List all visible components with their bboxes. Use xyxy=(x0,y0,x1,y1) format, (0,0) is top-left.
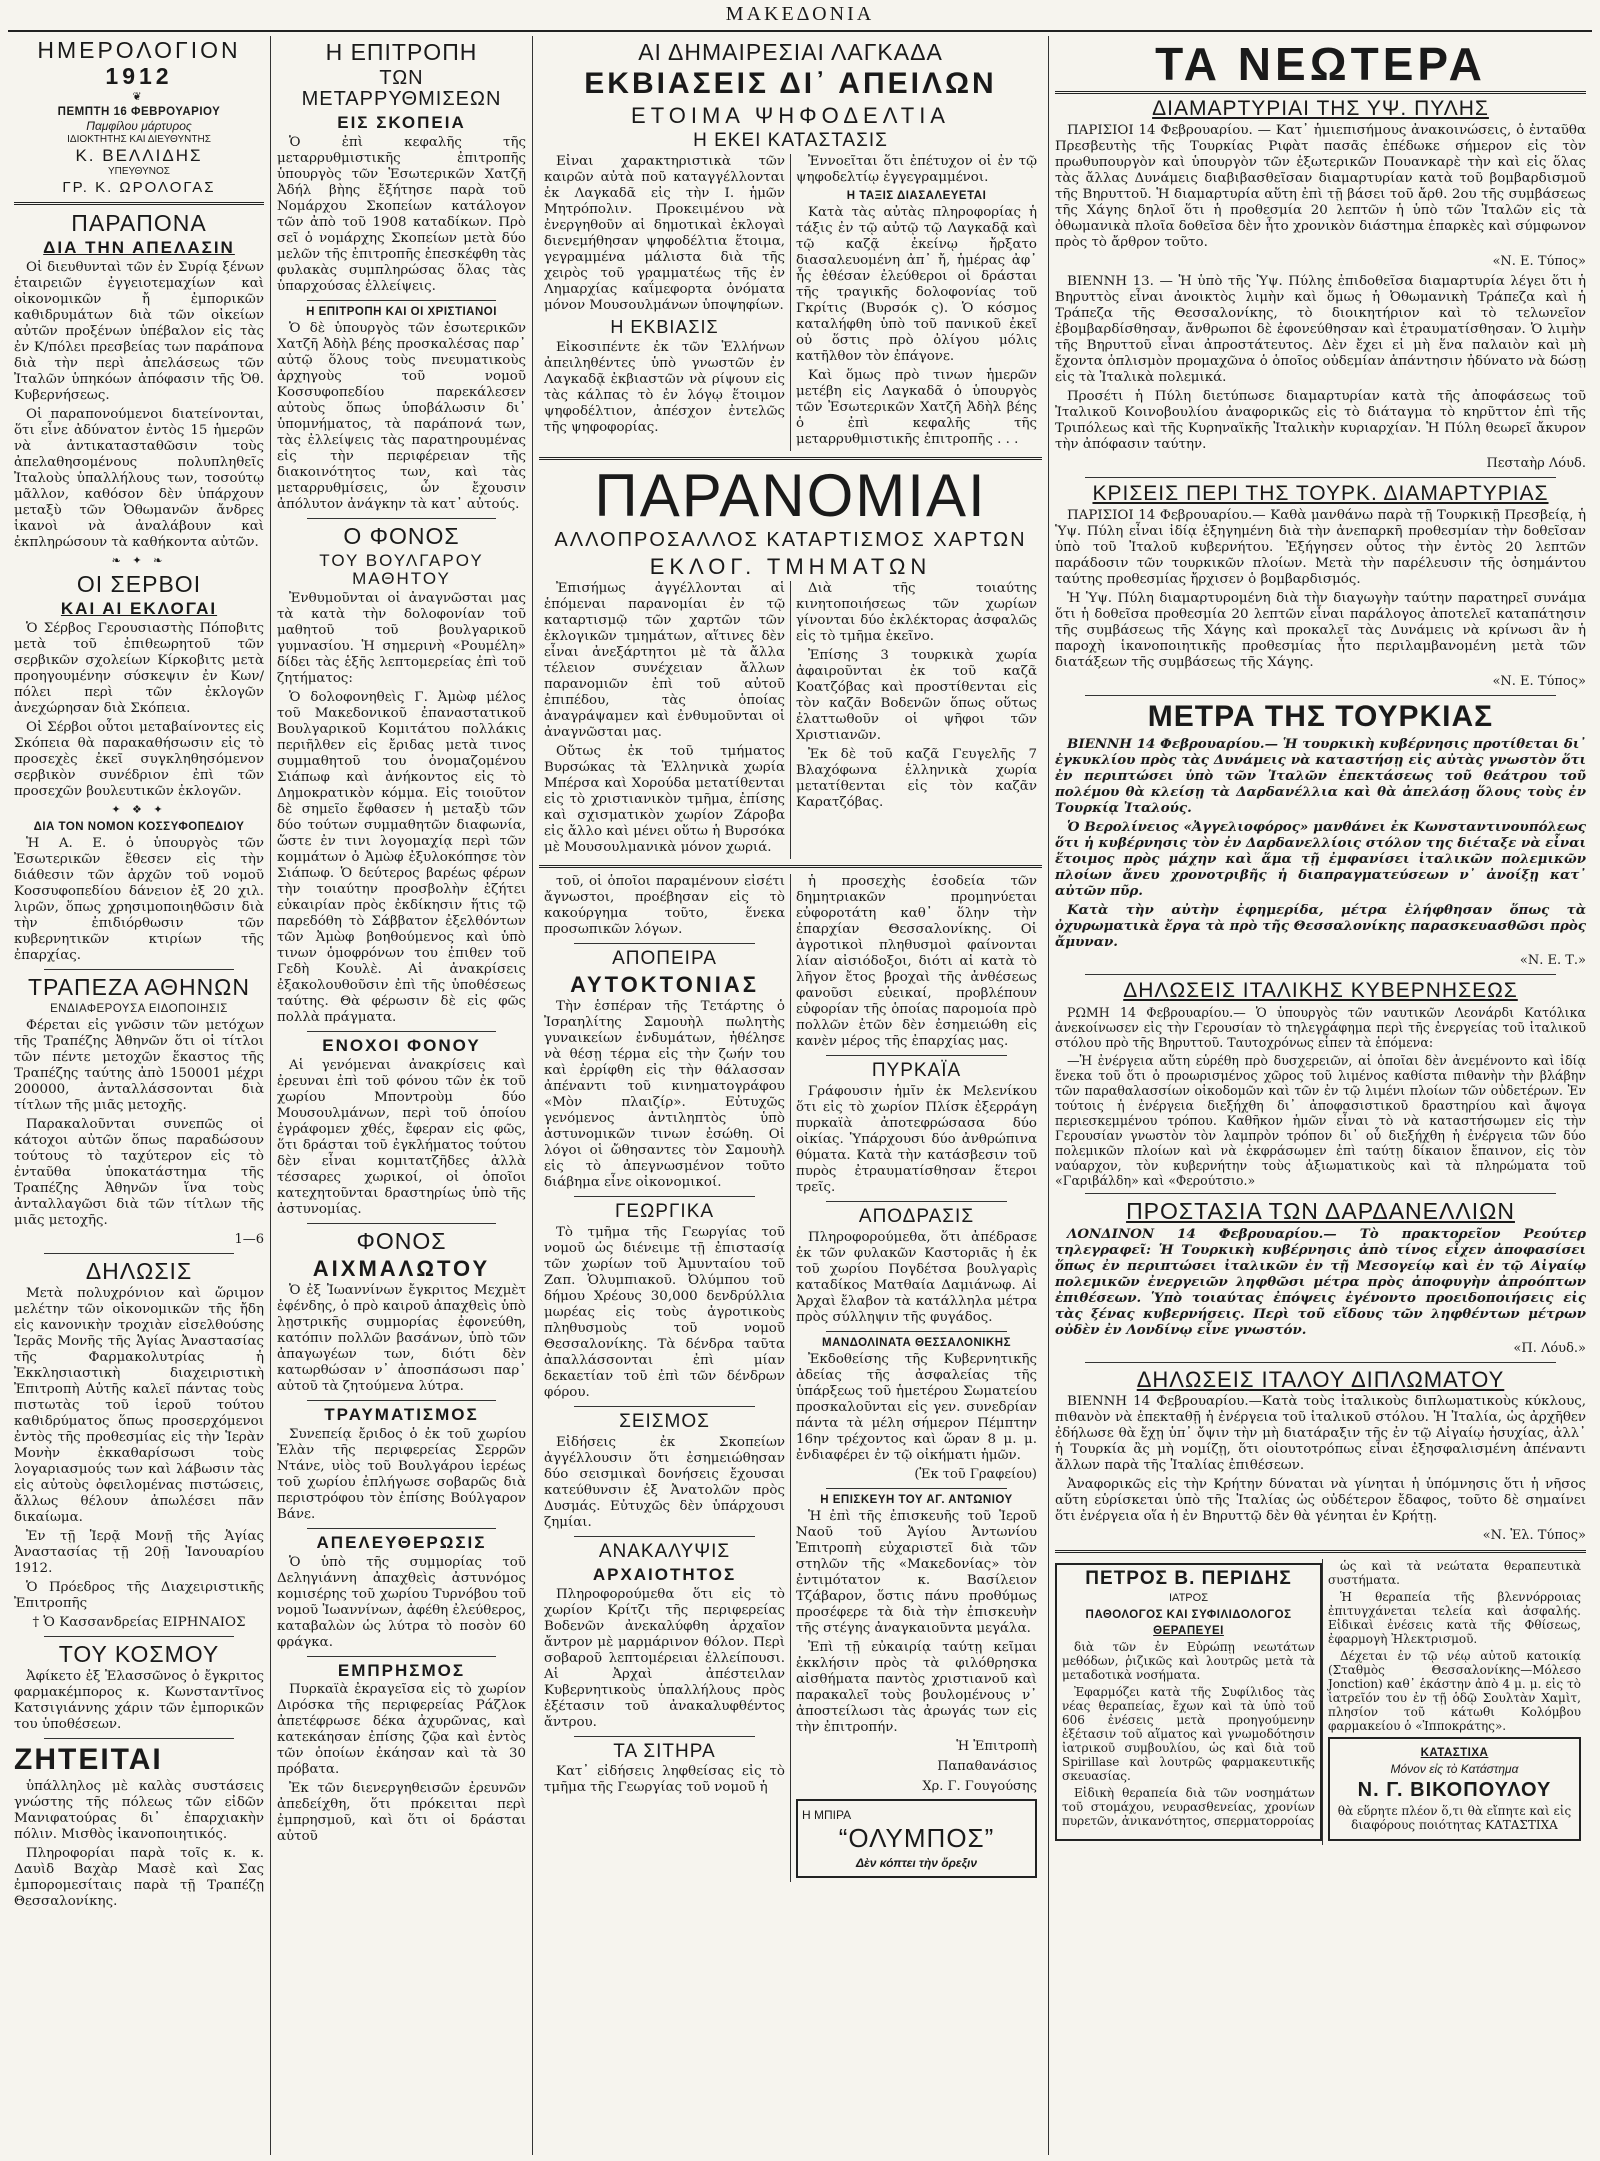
subheadline: ΤΟΥ ΒΟΥΛΓΑΡΟΥ ΜΑΘΗΤΟΥ xyxy=(319,551,484,589)
article-bank-athens xyxy=(14,975,264,1248)
signature: (Ἐκ τοῦ Γραφείου) xyxy=(914,1466,1037,1482)
headline: ΦΟΝΟΣ xyxy=(356,1227,447,1254)
divider xyxy=(307,1223,496,1224)
article-italian-diplomat xyxy=(1055,1368,1586,1544)
paragraph: Πυρκαϊὰ ἐκραγεῖσα εἰς τὸ χωρίον Διρόσκα τῆς περιφερείας Ράζλοκ ἀπετέφρωσε δέκα ἀχυρῶνας, καὶ κατεκάησαν ἐπίσης ζῷα καὶ ἐντὸς τῶν ὁποίων ἐκάησαν καὶ τὰ 30 πρόβατα. xyxy=(277,1682,526,1778)
subheadline: ΕΙΣ ΣΚΟΠΕΙΑ xyxy=(337,113,466,133)
section-heading: Η ΤΑΞΙΣ ΔΙΑΣΑΛΕΥΕΤΑΙ xyxy=(846,189,987,202)
divider xyxy=(307,300,496,301)
owner-name: Κ. ΒΕΛΛΙΔΗΣ xyxy=(75,146,203,166)
source: «Ν. Ἐλ. Τύπος» xyxy=(1482,1528,1586,1544)
divider xyxy=(574,1196,755,1197)
paragraph: Ἐπὶ τῇ εὐκαιρίᾳ ταύτῃ κεῖμαι ἐκκλήσιν πρὸς τὰ φιλόθρησκα αἰσθήματα παντὸς χριστιανοῦ καὶ παρακαλεῖ τοὺς βουλομένους ν᾽ ἀποστείλωσι τὰς ἀρωγάς των εἰς τὴν ἐπιτροπήν. xyxy=(796,1639,1037,1735)
headline: ΓΕΩΡΓΙΚΑ xyxy=(614,1200,715,1222)
paragraph: Ἐν τῇ Ἱερᾷ Μονῇ τῆς Ἁγίας Ἀναστασίας τῇ 20ῇ Ἰανουαρίου 1912. xyxy=(14,1528,264,1576)
paragraph: Κατ᾽ εἰδήσεις ληφθείσας εἰς τὸ τμῆμα τῆς Γεωργίας τοῦ νομοῦ ἡ xyxy=(544,1764,785,1796)
paragraph: Ὁ ὑπὸ τῆς συμμορίας τοῦ Δεληγιάννη ἀπαχθεὶς ἀστυνόμος κομισέρης τοῦ χωρίου Τυρνόβου τοῦ νομοῦ Ἰωαννίνων, ἀφέθη ἐλεύθερος, καταβαλὼν ὡς λύτρα τὸ ποσὸν 60 φράγκα. xyxy=(277,1554,526,1650)
notice-number: 1—6 xyxy=(234,1231,264,1247)
ornament-icon: ✦ ❖ ✦ xyxy=(111,802,167,816)
headline: ΚΡΙΣΕΙΣ ΠΕΡΙ ΤΗΣ ΤΟΥΡΚ. ΔΙΑΜΑΡΤΥΡΙΑΣ xyxy=(1092,482,1549,506)
paragraph: Εἰδικὴ θεραπεία διὰ τῶν νοσημάτων τοῦ στομάχου, νευρασθενείας, χρονίων πυρετῶν, ἀνικανότητος, σπερματορροίας xyxy=(1062,1785,1315,1828)
paragraph: Εἰδήσεις ἐκ Σκοπείων ἀγγέλλουσιν ὅτι ἐσημειώθησαν δύο σεισμικαὶ δονήσεις ἔχουσαι κατεύθυνσιν ἐξ Ἀνατολῶν πρὸς Δυσμάς. Εὐτυχῶς δὲν ὑπάρχουσι ζημίαι. xyxy=(544,1434,785,1530)
signature: Χρ. Γ. Γουγούσης xyxy=(922,1778,1037,1794)
article-arson xyxy=(277,1662,526,1846)
paragraph: Εἶναι χαρακτηριστικὰ τῶν καιρῶν αὐτὰ ποῦ καταγγέλλονται ἐκ Λαγκαδᾶ εἰς τὴν Ι. ἡμῶν Μητρόπολιν. Προκειμένου νὰ ἐνεργηθοῦν αἱ δημοτικαὶ ἐκλογαὶ διενεμήθησαν ψηφοδέλτια ἕτοιμα, γεγραμμένα μάλιστα διὰ τῆς χειρὸς τοῦ γραμματέως τῆς ἐν Λημαρχίας καΐμεφορτα ὀνόματα μόνον Μουσουλμάνων ὑποψηφίων. xyxy=(544,153,785,313)
source: «Ν. Ε. Τ.» xyxy=(1519,952,1586,968)
paragraph: Συνεπείᾳ ἔριδος ὁ ἐκ τοῦ χωρίου Ἐλὰν τῆς περιφερείας Σερρῶν Ντάνε, υἱὸς τοῦ Βουλγάρου ἱερέως τοῦ χωρίου ἐπλήγωσε σοβαρῶς διὰ περιστρόφου τὸν ἐπίσης Βούλγαρον Βάνε. xyxy=(277,1426,526,1522)
headline-line-2: ΑΥΤΟΚΤΟΝΙΑΣ xyxy=(570,971,759,997)
advertisements xyxy=(1055,1559,1586,1845)
headline: Η ΕΠΙΤΡΟΠΗ ΚΑΙ ΟΙ ΧΡΙΣΤΙΑΝΟΙ xyxy=(306,305,497,318)
divider xyxy=(307,1528,496,1529)
doctor-advertisement xyxy=(1055,1563,1322,1841)
divider xyxy=(307,1031,496,1032)
paragraph: Τὴν ἑσπέραν τῆς Τετάρτης ὁ Ἰσραηλίτης Σαμουὴλ πωλητὴς γυναικείων ἐνδυμάτων, ἠθέλησε νὰ θέσῃ τέρμα εἰς τὴν ζωήν του καὶ ἐρρίφθη εἰς τὴν θάλασσαν ἀπέναντι τοῦ κινηματογράφου «Μὸν πλαιζίρ». Εὐτυχῶς γενόμενος ἀντιληπτὸς ὑπὸ ἀστυνομικῶν τινων ἐσώθη. Οἱ λόγοι οἱ ὤθησαντες τὸν Σαμουὴλ εἰς τὸ ἀπεγνωσμένον τοῦτο διάβημα εἶνε οἰκονομικοί. xyxy=(544,998,785,1190)
owner-label: ΙΔΙΟΚΤΗΤΗΣ ΚΑΙ ΔΙΕΥΘΥΝΤΗΣ xyxy=(67,133,211,145)
divider xyxy=(307,518,496,519)
article-illegalities xyxy=(539,461,1042,859)
divider xyxy=(44,1738,234,1739)
paragraph: Ἐπισήμως ἀγγέλλονται αἱ ἑπόμεναι παρανομίαι ἐν τῷ καταρτισμῷ τῶν χαρτῶν τῶν ἐκλογικῶν τμημάτων, αἵτινες δὲν εἶναι ἀνεξάρτητοι μὲ τὰ ἄλλα τέλειον συνέχειαν ἄλλων παρανομιῶν ἐπὶ τοῦ αὐτοῦ ἐπιπέδου, τὰς ὁποίας ἀναγράψαμεν καὶ ἐνθυμοῦνται οἱ ἀναγνῶσται μας. xyxy=(544,580,785,740)
signature: † Ὁ Κασσανδρείας ΕΙΡΗΝΑΙΟΣ xyxy=(32,1614,246,1630)
divider xyxy=(1085,1362,1556,1363)
headline: ΔΗΛΩΣΕΙΣ ΙΤΑΛΟΥ ΔΙΠΛΩΜΑΤΟΥ xyxy=(1136,1367,1505,1393)
headline: ΣΕΙΣΜΟΣ xyxy=(619,1410,710,1432)
paragraph: Προσέτι ἡ Πύλη διετύπωσε διαμαρτυρίαν κατὰ τῆς ἀποφάσεως τοῦ Ἰταλικοῦ Κοινοβουλίου ἀναφορικῶς εἰς τὸ διάταγμα τὸ κηρῦττον ἐπὶ τῆς Τριπόλεως καὶ τῆς Κυρηναϊκῆς Ἰταλικὴν κυριαρχίαν. Ἡ Πύλη θεωρεῖ ἄκυρον τὴν ἀπόφασιν ταύτην. xyxy=(1055,389,1586,453)
subheadline: ΕΤΟΙΜΑ ΨΗΦΟΔΕΛΤΙΑ xyxy=(631,102,950,128)
ad-line: Μόνον εἰς τὸ Κατάστημα xyxy=(1390,1762,1519,1777)
lower-news-columns xyxy=(539,874,1042,1882)
responsible-label: ΥΠΕΥΘΥΝΟΣ xyxy=(108,166,170,178)
divider xyxy=(826,1331,1007,1332)
headline: ΜΑΝΔΟΛΙΝΑΤΑ ΘΕΣΣΑΛΟΝΙΚΗΣ xyxy=(821,1336,1011,1349)
paragraph: ΠΑΡΙΣΙΟΙ 14 Φεβρουαρίου.— Καθὰ μανθάνω παρὰ τῇ Τουρκικῇ Πρεσβείᾳ, ἡ Ὑψ. Πύλη εἶναι ἰδίᾳ ἐξηγημένη διὰ τὴν ἀνεπαρκῆ προθεσμίαν τὴν δοθεῖσαν ὑπὸ τοῦ Ἰταλοῦ κυβερνήτου. Ἐξήγησεν οὗτος τὴν ἐντὸς 20 λεπτῶν παράδοσιν τῶν τουρκικῶν πλοίων. Μετὰ τὴν παρέλευσιν τῆς ὀσημάντου ταύτης προθεσμίας ἤρχισεν ὁ βομβαρδισμός. xyxy=(1055,508,1586,588)
column-3 xyxy=(532,36,1048,2155)
article-bulgarian-student xyxy=(277,524,526,1026)
ad-specialty: ΠΑΘΟΛΟΓΟΣ ΚΑΙ ΣΥΦΙΛΙΔΟΛΟΓΟΣ xyxy=(1085,1608,1292,1621)
article-captive-murder xyxy=(277,1229,526,1395)
paragraph: Ὁ δὲ ὑπουργὸς τῶν ἐσωτερικῶν Χατζῆ Ἀδὴλ βέης προσκαλέσας παρ᾽ αὐτῷ ὅλους τοὺς πνευματικοὺς ἀρχηγοὺς τοῦ νομοῦ Κοσσυφοπεδίου παρεκάλεσεν αὐτοὺς ὅπως ὑποβάλωσιν δι᾽ ὑπομνήματος, τὰ παράπονά των, τὰς ἐλλείψεις τὰς παρατηρουμένας εἰς τὴν περιφέρειαν τῆς διακοινότητος των, καὶ τὰς μεταρρυθμίσεις, ὧν ἔχουσιν ἀπόλυτον ἀνάγκην τὰ κατ᾽ αὐτούς. xyxy=(277,321,526,513)
responsible-name: ΓΡ. Κ. ΩΡΟΛΟΓΑΣ xyxy=(62,178,216,196)
paragraph: Ὁ Πρόεδρος τῆς Διαχειριστικῆς Ἐπιτροπῆς xyxy=(14,1579,264,1611)
paragraph: Παρακαλοῦνται συνεπῶς οἱ κάτοχοι αὐτῶν ὅπως παραδώσουν τούτους τὸ ταχύτερον εἰς τὸ ἐνταῦθα ὑποκατάστημα τῆς Τραπέζης Ἀθηνῶν ἵνα τοὺς ἀνταλλαγῶσι διὰ τῶν τίτλων τῆς μιᾶς μετοχῆς. xyxy=(14,1116,264,1228)
paragraph: Ὁ ἐπὶ κεφαλῆς τῆς μεταρρυθμιστικῆς ἐπιτροπῆς ὑπουργὸς τῶν Ἐσωτερικῶν Χατζῆ Ἀδήλ βὴης ἔξήτησε παρὰ τοῦ Νομάρχου Σκοπείων κατάλογον τῶν ἀπὸ τοῦ 1908 καταδίκων. Πρὸ σεῖ ὁ νομάρχης Σκοπείων μετὰ δύο μελῶν τῆς ἐπιτροπῆς ἐπεσκέφθη τὰς φυλακὰς συμπληρώσας ὅλας τὰς ὑπαρχούσας ἐλλείψεις. xyxy=(277,134,526,294)
divider xyxy=(1085,1193,1556,1194)
almanac-saint: Παμφίλου μάρτυρος xyxy=(86,119,192,134)
ad-name: Ν. Γ. ΒΙΚΟΠΟΥΛΟΥ xyxy=(1357,1778,1552,1801)
divider xyxy=(1055,91,1586,94)
paragraph: Ἐκ τῶν διενεργηθεισῶν ἐρευνῶν ἀπεδείχθη, ὅτι πρόκειται περὶ ἐμπρησμοῦ, καὶ ὅτι οἱ δράσται αὐτοῦ xyxy=(277,1781,526,1845)
section-title: ΤΑ ΝΕΩΤΕΡΑ xyxy=(1155,38,1486,90)
divider xyxy=(826,1488,1007,1489)
divider xyxy=(539,865,1042,868)
headline: ΔΙΑΜΑΡΤΥΡΙΑΙ ΤΗΣ ΥΨ. ΠΥΛΗΣ xyxy=(1152,97,1489,121)
signature: Ἡ Ἐπιτροπὴ xyxy=(956,1738,1037,1754)
ad-right-column xyxy=(1322,1559,1586,1845)
headline: Ο ΦΟΝΟΣ xyxy=(343,523,460,550)
paragraph: Ὁ Σέρβος Γερουσιαστὴς Πόποβιτς μετὰ τοῦ ἐπιθεωρητοῦ τῶν σερβικῶν σχολείων Κίρκοβιτς μετὰ προηγουμένην σύσκεψιν ἐν Κων/πόλει περὶ τῶν ἐκλογῶν ἀνεχώρησαν διὰ Σκόπεια. xyxy=(14,620,264,716)
headline: ΜΕΤΡΑ ΤΗΣ ΤΟΥΡΚΙΑΣ xyxy=(1147,700,1494,734)
newspaper-masthead: ΜΑΚΕΔΟΝΙΑ xyxy=(725,3,875,25)
headline-line-2: ΑΡΧΑΙΟΤΗΤΟΣ xyxy=(592,1564,737,1584)
divider xyxy=(44,969,234,970)
column-4 xyxy=(1048,36,1592,2155)
article-complaints xyxy=(14,211,264,551)
classified-wanted xyxy=(14,1744,264,1910)
subheadline-2: ΕΚΛΟΓ. ΤΜΗΜΑΤΩΝ xyxy=(649,553,932,579)
article-dardanelles xyxy=(1055,1199,1586,1357)
paragraph: Εἰκοσιπέντε ἐκ τῶν Ἑλλήνων ἀπειληθέντες ὑπὸ γνωστῶν ἐν Λαγκαδᾷ ἐκβιαστῶν νὰ ρίψουν εἰς τὰς κάλπας τὸ ἐν λόγῳ ἕτοιμον ψηφοδέλτιον, ἀπέσχον ἐντελῶς τῆς ψηφοφορίας. xyxy=(544,339,785,435)
paragraph: Ἡ Ὑψ. Πύλη διαμαρτυρομένη διὰ τὴν διαγωγὴν ταύτην παρατηρεῖ συνάμα ὅτι ἡ δοθεῖσα προθεσμία 20 λεπτῶν εἶναι παράλογος ἀποτελεῖ καταπάτησιν τῆς συμβάσεως τῆς Χάγης καὶ προκαλεῖ τὰς Δυνάμεις νὰ κρίνωσι ἂν ἡ παροχὴ ἱκανοποιητικῆς προθεσμίας ἦτο περιλαμβανομένη μετὰ τῶν διατάξεων τῆς συμβάσεως τῆς Χάγης. xyxy=(1055,591,1586,671)
paragraph: Πληροφορούμεθα ὅτι εἰς τὸ χωρίον Κρίτζι τῆς περιφερείας Βοδενῶν ἀνεκαλύφθη ἀρχαῖον ἄντρον μὲ μαρμάρινον θόλον. Περὶ σοβαροῦ λεπτομέρειαι ἐλλείπουσι. Αἱ Ἀρχαὶ ἀπέστειλαν Κυβερνητικοὺς ὑπαλλήλους πρὸς ἐξέτασιν τοῦ ἀνακαλυφθέντος ἄντρου. xyxy=(544,1586,785,1730)
paragraph: Πληροφορούμεθα, ὅτι ἀπέδρασε ἐκ τῶν φυλακῶν Καστοριᾶς ἡ ἐκ τοῦ χωρίου Πογδέτσα βουλγαρὶς καταδίκος Ματθαία Δαμιάνωφ. Αἱ Ἀρχαὶ ἔλαβον τὰ κατάλληλα μέτρα πρὸς σύλληψιν τῆς φυγάδος. xyxy=(796,1229,1037,1325)
divider xyxy=(1055,1550,1586,1553)
column-2 xyxy=(270,36,532,2155)
article-turkey-measures xyxy=(1055,701,1586,969)
article-committee-christians xyxy=(277,306,526,513)
headline: ΖΗΤΕΙΤΑΙ xyxy=(14,1743,163,1777)
article-judgments-protest xyxy=(1055,483,1586,690)
article-society xyxy=(14,1642,264,1733)
divider xyxy=(574,1736,755,1737)
subheadline-2: Η ΕΚΕΙ ΚΑΤΑΣΤΑΣΙΣ xyxy=(693,129,888,151)
ad-brand: “ΟΛΥΜΠΟΣ” xyxy=(838,1823,995,1854)
subheadline: ΕΝΔΙΑΦΕΡΟΥΣΑ ΕΙΔΟΠΟΙΗΣΙΣ xyxy=(50,1002,228,1015)
paragraph: Δέχεται ἐν τῷ νέῳ αὐτοῦ κατοικίᾳ (Σταθμὸς Θεσσαλονίκης—Μόλεσο Jonction) καθ᾽ ἑκάστην ἀπὸ 4 μ. μ. εἰς τὸ ἰατρεῖόν του ἐν τῇ ὁδῷ Σουλτὰν Χαμὶτ, πλησίον τοῦ κάτωθι Κολόμβου φαρμακείου ὁ «Ἱπποκράτης». xyxy=(1328,1649,1581,1734)
paragraph: Ὁ ἐξ Ἰωαννίνων ἔγκριτος Μεχμὲτ ἐφένδης, ὁ πρὸ καιροῦ ἀπαχθεὶς ὑπὸ λῃστρικῆς συμμορίας ἐφονεύθη, κατόπιν πολλῶν βασάνων, ὑπὸ τῶν ἀπαγωγέων των, διότι δὲν κατωρθώσαν ν᾽ ἀποσπάσωσι παρ᾽ αὐτοῦ τὰ ζητούμενα λύτρα. xyxy=(277,1282,526,1394)
headline: ΑΠΕΛΕΥΘΕΡΩΣΙΣ xyxy=(316,1532,487,1552)
headline-line-2: ΤΩΝ ΜΕΤΑΡΡΥΘΜΙΣΕΩΝ xyxy=(301,67,502,111)
paragraph: ΒΙΕΝΝΗ 14 Φεβρουαρίου.— Ἡ τουρκικὴ κυβέρνησις προτίθεται δι᾽ ἐγκυκλίου πρὸς τὰς Δυνάμεις νὰ καταστήσῃ εἰς αὐτὰς γνωστὸν ὅτι ἐν περιπτώσει ὑπὸ τῶν Ἰταλῶν ἐπεκτάσεως τοῦ θεάτρου τοῦ πολέμου θὰ κλείσῃ τὰ Δαρδανέλλια καὶ θὰ ἀπελάσῃ ὅλους τοὺς ἐν Τουρκίᾳ Ἰταλούς. xyxy=(1055,735,1586,816)
ledger-advertisement xyxy=(1328,1737,1581,1841)
divider xyxy=(44,1636,234,1637)
headline: ΤΡΑΥΜΑΤΙΣΜΟΣ xyxy=(324,1404,479,1424)
paragraph: Οἱ διευθυνταὶ τῶν ἐν Συρίᾳ ξένων ἑταιρειῶν ἐγγειοτεμαχίων καὶ οἰκονομικῶν ἤ ἐμπορικῶν καθιδρυμάτων διὰ τῶν οἰκείων αὐτῶν προξένων ὑπέβαλον εἰς τὰς ἐν Κ/πόλει πρεσβείας των παράπονα διὰ τὴν περὶ ἀπελάσεως τῶν Ἰταλῶν ὑπηκόων ἀπόφασιν τῆς Ὀθ. Κυβερνήσεως. xyxy=(14,259,264,403)
divider xyxy=(826,1201,1007,1202)
paragraph: θὰ εὕρητε πλέον ὅ,τι θὰ εἴπητε καὶ εἰς διαφόρους ποιότητας ΚΑΤΑΣΤΙΧΑ xyxy=(1337,1803,1572,1832)
headline: ΠΑΡΑΠΟΝΑ xyxy=(71,209,207,236)
article-lagkadas-elections xyxy=(539,40,1042,451)
headline-main: ΕΚΒΙΑΣΕΙΣ ΔΙ᾽ ΑΠΕΙΛΩΝ xyxy=(584,67,997,101)
almanac-year: 1912 xyxy=(105,63,173,90)
ad-slogan: Δὲν κόπτει τὴν ὄρεξιν xyxy=(855,1855,978,1870)
paragraph: Ἀφίκετο ἐξ Ἐλασσῶνος ὁ ἔγκριτος φαρμακέμπορος κ. Κωνσταντῖνος Κατσιγιάννης χάριν τῶν ἐμπορικῶν του ὑποθέσεων. xyxy=(14,1669,264,1733)
source: «Ν. Ε. Τύπος» xyxy=(1492,254,1586,270)
ad-title: ΙΑΤΡΟΣ xyxy=(1169,1592,1208,1605)
paragraph: Ὁ δολοφονηθεὶς Γ. Ἀμὼφ μέλος τοῦ Μακεδονικοῦ ἐπαναστατικοῦ Βουλγαρικοῦ Κομιτάτου πολλάκις περιῆλθεν εἰς ἔριδας μετὰ τινος συμμαθητοῦ του ὀνομαζομένου Σιάπωφ καὶ ἀνήκοντος εἰς τὸ Δημοκρατικὸν κόμμα. Εἰς τοιοῦτον δὲ σημεῖο ἔφθασεν ἡ μεταξὺ τῶν δύο τούτων συμμαθητῶν διαφωνία, ὥστε ἐν τινι λογομαχίᾳ περὶ τῶν κομμάτων ὁ Ἀμὼφ ἐξυλοκόπησε τὸν Σιάπωφ. Ὁ δεύτερος βαρέως φέρων τὴν τοιαύτην προσβολὴν ἐζήτει εὐκαιρίαν πρὸς ἐκδίκησιν ἥτις τῷ παρεδόθη τὸ Σάββατον ἐξελθόντων τῶν Ἀμὼφ βοηθούμενος καὶ ὑπὸ τινων ὁμοφρόνων του ἐπιθεν τοῦ Γεδὴ Κουλὲ. Αἱ ἀνακρίσεις ἐξακολουθοῦσιν ἐπὶ τῆς ὑποθέσεως ταύτης. Θὰ φέρωσιν δὲ εἰς φῶς πολλὰ πράγματα. xyxy=(277,689,526,1025)
article-reform-committee xyxy=(277,40,526,295)
source: «Ν. Ε. Τύπος» xyxy=(1492,674,1586,690)
article-injury xyxy=(277,1406,526,1523)
paragraph: —Ἡ ἐνέργεια αὕτη εὑρέθη πρὸ δυσχερειῶν, αἱ ὁποῖαι δὲν ἀνεμένοντο καὶ ἰδίᾳ ἕνεκα τοῦ ὅτι ὁ προωρισμένος χῶρος τοῦ λιμένος καθίστα πιθανὴν τὴν βλάβην τῶν παραθαλασσίων οἰκοδομῶν καὶ τῶν ἐν τῷ λιμένι πλοίων τῶν οὐδετέρων. Ἐν τούτοις ἡ ἐνέργεια διεξήχθη δι᾽ ἀποφασιστικοῦ δραστηρίου καὶ ἄψογα περιεσκεμμένου τρόπου. Καθῆκον ἡμῶν εἶναι τὸ νὰ καταστήσωμεν εἰς τὴν Γερουσίαν γνωστὸν τὸν λαμπρὸν τρόπον δι᾽ οὗ διεξήχθη ἡ ἐνέργεια τῶν δύο πολεμικῶν πλοίων καὶ νὰ ἐκφράσωμεν ἐπὶ ταύτῃ δίκαιον ἔπαινον, εἰς τὸν ναύαρχον, τὸν κυβερνήτην τοὺς ἀξιωματικοὺς καὶ τὰ πληρώματα τοῦ «Γαριβάλδη» καὶ «Φερούτσιο.» xyxy=(1055,1052,1586,1188)
paragraph: ΒΙΕΝΝΗ 13. — Ἡ ὑπὸ τῆς Ὑψ. Πύλης ἐπιδοθεῖσα διαμαρτυρία λέγει ὅτι ἡ Βηρυττὸς εἶναι ἀνοικτὸς λιμὴν καὶ ὅμως ἡ Ὀθωμανικὴ Τράπεζα καὶ ἡ Τράπεζα τῆς Θεσσαλονίκης, τὸ διοικητήριον καὶ τὸ τελωνεῖον ἐβομβαρδίσθησαν, ἄνθρωποι δὲ ἐφονεύθησαν καὶ ἐτραυματίσθησαν. Ὁ λιμὴν τῆς Βηρυττοῦ εἶναι ἀπροστάτευτος. Δὲν ἔχει εἰ μὴ ἕνα παλαιὸν καὶ μὴ ἔχοντα ὁπλισμὸν προμαχῶνα ὁ ὁποῖος οὐδεμίαν ἀπάντησιν ἠδύνατο νὰ δώσῃ εἰς τὰ Ἰταλικὰ πολεμικά. xyxy=(1055,274,1586,386)
signature: Παπαθανάσιος xyxy=(937,1758,1037,1774)
beer-advertisement xyxy=(796,1799,1037,1878)
paragraph: Οἱ παραπονούμενοι διατείνονται, ὅτι εἶνε ἀδύνατον ἐντὸς 15 ἡμερῶν νὰ ἀντικατασταθῶσιν τοὺς ἀπελαθησομένους πολυπληθεῖς Ἰταλοὺς ὑπαλλήλους των, τοσούτῳ μᾶλλον, καθόσον δὲν ὑπάρχουν μεταξὺ τῶν Ὀθωμανῶν ἄνδρες ἱκανοὶ νὰ ἀναλάβουν καὶ ἐκπληρώσουν τὰ καθήκοντα αὐτῶν. xyxy=(14,406,264,550)
paragraph: ΛΟΝΔΙΝΟΝ 14 Φεβρουαρίου.— Τὸ πρακτορεῖον Ρεούτερ τηλεγραφεῖ: Ἡ Τουρκικὴ κυβέρνησις ἀπὸ τίνος εἶχεν ἀποφασίσει ὅπως ἐν περιπτώσει ἰταλικῶν ἐν τῇ Μεσογείῳ καὶ ἐν τῷ Αἰγαίῳ πολεμικῶν ἐνεργειῶν ληφθῶσι μέτρα πρὸς ἀποφυγὴν ἀπροόπτων ἐπιθέσεων. Ὑπὸ τοιαύτας ἐπόψεις ἐγένοντο προειδοποιήσεις εἰς τὰς ξένας κυβερνήσεις. Περὶ τοῦ εἴδους τῶν ληφθέντων μέτρων οὐδὲν ἐν Λονδίνῳ εἶνε γνωστόν. xyxy=(1055,1226,1586,1339)
headline: ΤΟΥ ΚΟΣΜΟΥ xyxy=(58,1640,220,1667)
ad-line: Η ΜΠΙΡΑ xyxy=(802,1807,852,1822)
source: «Π. Λόυδ.» xyxy=(1513,1341,1586,1357)
paragraph: Οἱ Σέρβοι οὗτοι μεταβαίνοντες εἰς Σκόπεια θὰ παρακαθήσωσιν εἰς τὸ προσεχὲς ἐκεῖ συγκληθησόμενον σερβικὸν συνέδριον ἐπὶ τῶν προσεχῶν βουλευτικῶν ἐκλογῶν. xyxy=(14,719,264,799)
ad-treats: ΘΕΡΑΠΕΥΕΙ xyxy=(1153,1624,1224,1637)
subheadline: ΑΛΛΟΠΡΟΣΑΛΛΟΣ ΚΑΤΑΡΤΙΣΜΟΣ ΧΑΡΤΩΝ xyxy=(554,528,1027,551)
paragraph: Διὰ τῆς τοιαύτης κινητοποιήσεως τῶν χωρίων γίνονται δύο ἐκλέκτορας ἀσφαλῶς εἰς τὸ τμῆμα ἐκεῖνο. xyxy=(796,580,1037,644)
paragraph: ἡ προσεχὴς ἐσοδεία τῶν δημητριακῶν προμηνύεται εὐφοροτάτη καθ᾽ ὅλην τὴν ἐπαρχίαν Θεσσαλονίκης. Οἱ ἀγροτικοὶ πληθυσμοὶ φαίνονται λίαν αἰσιόδοξοι, διότι αἱ κατὰ τὸ λῆγον ἔτος βροχαὶ τῆς ἀνθέσεως φανοῦσι εὐεικαί, προβλέπουν εὐφορίαν τῆς ὁποίας παρομοία πρὸ πολλῶν ἐτῶν δὲν ἐσημειώθη εἰς κανὲν μέρος τῆς ἐπαρχίας μας. xyxy=(796,873,1037,1049)
headline: ΔΗΛΩΣΕΙΣ ΙΤΑΛΙΚΗΣ ΚΥΒΕΡΝΗΣΕΩΣ xyxy=(1123,978,1518,1002)
headline: ΟΙ ΣΕΡΒΟΙ xyxy=(76,570,202,597)
paragraph: Ἡ θεραπεία τῆς βλεννόρροιας ἐπιτυγχάνεται τελεία καὶ ἀσφαλής. Εἰδικαὶ ἐνέσεις κατὰ τῆς Φθίσεως, ἐφαρμογὴ Ἠλεκτρισμοῦ. xyxy=(1328,1590,1581,1647)
divider xyxy=(574,1536,755,1537)
article-kosovo xyxy=(14,821,264,964)
paragraph: ὑπάλληλος μὲ καλὰς συστάσεις γνώστης τῆς πόλεως τῶν εἰδῶν Μανιφατούρας δι᾽ ἐπαρχιακὴν πόλιν. Μισθὸς ἱκανοποιητικός. xyxy=(14,1778,264,1842)
ad-heading: ΚΑΤΑΣΤΙΧΑ xyxy=(1420,1747,1489,1760)
ornament-icon: ❧ ✦ ❧ xyxy=(111,553,167,567)
divider xyxy=(574,1406,755,1407)
almanac-day: ΠΕΜΠΤΗ 16 ΦΕΒΡΟΥΑΡΙΟΥ xyxy=(57,106,221,119)
headline: ΑΠΟΠΕΙΡΑ xyxy=(612,947,717,969)
newspaper-page xyxy=(8,30,1592,2155)
headline: ΤΑ ΣΙΤΗΡΑ xyxy=(613,1740,716,1762)
article-serbs xyxy=(14,572,264,800)
paragraph: Καὶ ὅμως πρὸ τινων ἡμερῶν μετέβη εἰς Λαγκαδᾶ ὁ ὑπουργὸς τῶν Ἐσωτερικῶν Χατζῆ Ἀδὴλ βέης ὁ ἐπὶ κεφαλῆς τῆς μεταρρυθμιστικῆς ἐπιτροπῆς . . . xyxy=(796,367,1037,447)
paragraph: Ἐνθυμοῦνται οἱ ἀναγνῶσται μας τὰ κατὰ τὴν δολοφονίαν τοῦ μαθητοῦ τοῦ βουλγαρικοῦ γυμνασίου. Ἡ σημερινὴ «Ρουμέλη» δίδει τὰς ἑξῆς λεπτομερείας ἐπὶ τοῦ ζητήματος: xyxy=(277,590,526,686)
paragraph: τοῦ, οἱ ὁποῖοι παραμένουν εἰσέτι ἄγνωστοι, προέβησαν εἰς τὸ κακούργημα τοῦτο, ἕνεκα προσωπικῶν λόγων. xyxy=(544,873,785,937)
divider xyxy=(44,1253,234,1254)
paragraph: Φέρεται εἰς γνῶσιν τῶν μετόχων τῆς Τραπέζης Ἀθηνῶν ὅτι οἱ τίτλοι τῶν πέντε μετοχῶν ἕκαστος τῆς Τραπέζης ταύτης ἀπὸ 150001 μέχρι 200000, ἀνταλλάσσονται διὰ τίτλων τῆς μιᾶς μετοχῆς. xyxy=(14,1017,264,1113)
headline: ΔΗΛΩΣΙΣ xyxy=(85,1257,193,1284)
subheadline: ΚΑΙ ΑΙ ΕΚΛΟΓΑΙ xyxy=(60,598,218,618)
paragraph: ΡΩΜΗ 14 Φεβρουαρίου.— Ὁ ὑπουργὸς τῶν ναυτικῶν Λεονάρδι Κατόλικα ἀνεκοίνωσεν εἰς τὴν Γερουσίαν τὸ τηλεγράφημα περὶ τῆς ἐνεργείας τοῦ ἰταλικοῦ στόλου πρὸ τῆς Βηρυττοῦ. Ταυτοχρόνως εἶπεν τὰ ἑπόμενα: xyxy=(1055,1004,1586,1050)
paragraph: Ἐπίσης 3 τουρκικὰ χωρία ἀφαιροῦνται ἐκ τοῦ καζᾶ Κοατζόβας καὶ προστίθενται εἰς τὸν καζᾶν Βοδενῶν ὅπως οὕτως ἐλαττωθοῦν οἱ ψῆφοι τῶν Χριστιανῶν. xyxy=(796,647,1037,743)
divider xyxy=(1085,477,1556,478)
paragraph: Ἐφαρμόζει κατὰ τῆς Συφίλιδος τὰς νέας θεραπείας, ἔχων καὶ τὰ ὑπὸ τοῦ 606 ἐνέσεις μετὰ προηγούμενην ἐξέτασιν τοῦ αἵματος καὶ γνωμοδότησιν ἰατρικοῦ συμβουλίου, ὡς καὶ διὰ τοῦ Spirillase καὶ λουτρῶς φαρμακευτικῆς σκευασίας. xyxy=(1062,1684,1315,1783)
headline: ΕΝΟΧΟΙ ΦΟΝΟΥ xyxy=(322,1035,481,1055)
almanac-box xyxy=(14,38,264,196)
divider xyxy=(826,1055,1007,1056)
headline: ΠΥΡΚΑΪΑ xyxy=(871,1059,962,1081)
ad-name: ΠΕΤΡΟΣ Β. ΠΕΡΙΔΗΣ xyxy=(1085,1568,1292,1590)
paragraph: ΒΙΕΝΝΗ 14 Φεβρουαρίου.—Κατὰ τοὺς ἰταλικοὺς διπλωματικοὺς κύκλους, πιθανὸν νὰ ἐπεκταθῇ ἡ ἐνέργεια τοῦ ἰταλικοῦ στόλου. Ἡ Ἰταλία, ὡς ἀρχῆθεν ἐδήλωσε θὰ ἔχῃ ὑπ᾽ ὄψιν τὴν μὴ διατάραξιν τῆς ἐν τῷ Αἰγαίῳ ἡσυχίας, ἀλλ᾽ ἡ Τουρκία ἂς μὴ νομίζῃ, ὅτι οἱουτοτρόπως εἶναι ἐξησφαλισμένη ἀπέναντι ἄλλων παρὰ τῆς Ἰταλίας ἐπιθέσεων. xyxy=(1055,1394,1586,1474)
section-heading: Η ΕΚΒΙΑΣΙΣ xyxy=(610,316,719,337)
paragraph: ὡς καὶ τὰ νεώτατα θεραπευτικὰ συστήματα. xyxy=(1328,1559,1581,1588)
headline: ΑΠΟΔΡΑΣΙΣ xyxy=(858,1205,975,1227)
headline: ΕΜΠΡΗΣΜΟΣ xyxy=(337,1660,466,1680)
headline-main: ΠΑΡΑΝΟΜΙΑΙ xyxy=(594,461,987,529)
paragraph: Κατὰ τὰς αὐτὰς πληροφορίας ἡ τάξις ἐν τῷ αὐτῷ τῷ Λαγκαδᾷ καὶ τῷ καζᾷ ἐκείνῳ ἤρξατο διασαλευομένη ἀπ᾽ ἤ, ἡμέρας ἀφ᾽ ἧς ἐθέσαν ἐλεύθεροι οἱ δράσται τῆς τραγικῆς δολοφονίας τοῦ Γκρίτις (Βυρσόκ ς). Ὁ κόσμος καταλήφθη ὑπὸ τοῦ πανικοῦ ἐκεῖ οὐ ὅστις πρὸ ὀλίγου μόλις κατῆλθον τὸν ἐπάγονε. xyxy=(796,204,1037,364)
ornament-icon: ❦ xyxy=(132,90,146,104)
paragraph: Ἐννοεῖται ὅτι ἐπέτυχον οἱ ἐν τῷ ψηφοδελτίῳ ἐγγεγραμμένοι. xyxy=(796,153,1037,185)
subheadline: ΑΙΧΜΑΛΩΤΟΥ xyxy=(312,1255,491,1281)
divider xyxy=(307,1400,496,1401)
headline: ΑΙ ΔΗΜΑΙΡΕΣΙΑΙ ΛΑΓΚΑΔΑ xyxy=(638,39,943,65)
paragraph: Ἡ ἐπὶ τῆς ἐπισκευῆς τοῦ Ἱεροῦ Ναοῦ τοῦ Ἁγίου Ἀντωνίου Ἐπιτροπὴ εὐχαριστεῖ διὰ τῶν στηλῶν τῆς «Μακεδονίας» τὸν ἐντιμότατον κ. Βασίλειον Τζάβαρον, ὅστις πάνυ προθύμως προσέφερε τὰ διὰ τὴν ἐπισκευὴν τῆς στέγης ἀναγκαιοῦντα μεγάλα. xyxy=(796,1508,1037,1636)
paragraph: Ἀναφορικῶς εἰς τὴν Κρήτην δύναται νὰ γίνηται ἡ ὑπόμνησις ὅτι ἡ νῆσος αὕτη εὑρίσκεται ὑπὸ τῆς Ἰταλίας ὡς οὐδέτερον ἔδαφος, τοῦτο δὲ σημαίνει ὅτι ἐνέργεια οἵα ἡ ἐν Βηρυττῷ δὲν θὰ γένηται ἐν Κρήτῃ. xyxy=(1055,1477,1586,1525)
headline: Η ΕΠΙΣΚΕΥΗ ΤΟΥ ΑΓ. ΑΝΤΩΝΙΟΥ xyxy=(820,1493,1013,1506)
paragraph: Μετὰ πολυχρόνιον καὶ ὥριμον μελέτην τῶν οἰκονομικῶν τῆς ἤδη εἰς κανονικὴν τροχιὰν εἰσελθούσης Ἱερᾶς Μονῆς τῆς Ἁγίας Ἀναστασίας τῆς Φαρμακολυτρίας ἡ Ἐκκλησιαστικὴ διαχειριστικὴ Ἐπιτροπὴ Αὐτῆς καλεῖ πάντας τοὺς πιστωτὰς τοῦ ἱεροῦ τούτου καθιδρύματος ὅπως προσερχόμενοι ἐντὸς τῆς προθεσμίας εἰς τὴν Ἱερὰν Μονὴν ἐκκαθαρίσωσι τοὺς λογαριασμούς των καὶ λάβωσιν τὰς εἰς αὐτοὺς ὀφειλομένας πιστώσεις, ἄλλως θέλουν ἀπωλέσει πᾶν δικαίωμα. xyxy=(14,1285,264,1525)
paragraph: Κατὰ τὴν αὐτὴν ἐφημερίδα, μέτρα ἐλήφθησαν ὅπως τὰ ὀχυρωματικὰ ἔργα τὰ πρὸ τῆς Θεσσαλονίκης παρασκευασθῶσι πρὸς ἄμυναν. xyxy=(1055,901,1586,950)
divider xyxy=(307,1656,496,1657)
divider xyxy=(574,943,755,944)
headline: ΔΙΑ ΤΟΝ ΝΟΜΟΝ ΚΟΣΣΥΦΟΠΕΔΙΟΥ xyxy=(33,820,245,833)
article-italian-statements xyxy=(1055,980,1586,1188)
paragraph: Οὕτως ἐκ τοῦ τμήματος Βυρσώκας τὰ Ἑλληνικὰ χωρία Μπέρσα καὶ Χορούδα μετατίθενται εἰς τὸ χριστιανικὸν τμῆμα, ἐπίσης καὶ σχισματικὸν χωρίον Ζάροβα εἰς ἄλλο καὶ μένει οὕτω ἡ Βυρσόκα μὲ Μουσουλμανικὰ μόνον χωριά. xyxy=(544,743,785,855)
article-murder-suspects xyxy=(277,1037,526,1218)
article-release xyxy=(277,1534,526,1651)
two-column-body xyxy=(539,154,1042,451)
paragraph: Τὸ τμῆμα τῆς Γεωργίας τοῦ νομοῦ ὡς διένειμε τῇ ἐπιστασίᾳ τῶν χωρίων τοῦ Ἀμυνταίου τοῦ Ζαπ. Ὁλυμπιακοῦ. Ὀλύμπου τοῦ δήμου Χρέους 30,000 δενδρύλλια μωρέας εἰς τοὺς ἀγροτικοὺς πληθυσμοὺς τοῦ νομοῦ Θεσσαλονίκης. Τὰ δένδρα ταῦτα ἀπαλλάσσονται ἐπὶ μίαν δεκαετίαν τοῦ ἐπὶ τῶν δένδρων φόρου. xyxy=(544,1224,785,1400)
divider xyxy=(539,457,1042,460)
column-1 xyxy=(8,36,270,2155)
divider xyxy=(1085,974,1556,975)
two-column-body xyxy=(539,581,1042,859)
divider xyxy=(14,202,264,205)
paragraph: Ἡ Α. Ε. ὁ ὑπουργὸς τῶν Ἐσωτερικῶν ἔθεσεν εἰς τὴν διάθεσιν τῶν ἀρχῶν τοῦ νομοῦ Κοσσυφοπεδίου δάνειον ἐξ 20 χιλ. λιρῶν, ὅπως χρησιμοποιηθῶσιν διὰ τὴν ἐπιδιόρθωσιν τῶν κυβερνητικῶν κτιρίων τῆς ἐπαρχίας. xyxy=(14,835,264,963)
headline: ΑΝΑΚΑΛΥΨΙΣ xyxy=(598,1540,731,1562)
subheadline: ΔΙΑ ΤΗΝ ΑΠΕΛΑΣΙΝ xyxy=(43,237,235,257)
headline: Η ΕΠΙΤΡΟΠΗ xyxy=(325,39,478,65)
paragraph: Ἐκδοθείσης τῆς Κυβερνητικῆς ἀδείας τῆς ἀσφαλείας τῆς ὑπάρξεως τοῦ ἡμετέρου Σωματείου προσκαλοῦνται εἰς γεν. συνεδρίαν πάντα τὰ μέλη σήμερον Πέμπτην 16ην τρέχοντος καὶ ὥραν 8 μ. μ. ἐνδιαφέρει ἐν τῷ οἰκήματι ἡμῶν. xyxy=(796,1351,1037,1463)
headline: ΤΡΑΠΕΖΑ ΑΘΗΝΩΝ xyxy=(28,973,250,1000)
paragraph: διὰ τῶν ἐν Εὐρώπῃ νεωτάτων μεθόδων, ῥιζικῶς καὶ λουτρῶς μετὰ τὰ μεταδοτικὰ νοσήματα. xyxy=(1062,1639,1315,1682)
paragraph: Γράφουσιν ἡμῖν ἐκ Μελενίκου ὅτι εἰς τὸ χωρίον Πλίσκ ἐξερράγη πυρκαϊὰ ἀποτεφρώσασα δύο οἰκίας. Ὑπάρχουσι δύο ἀνθρώπινα θύματα. Κατὰ τὴν κατάσβεσιν τοῦ πυρὸς ἐτραυματίσθησαν ἕτεροι τρεῖς. xyxy=(796,1083,1037,1195)
paragraph: ΠΑΡΙΣΙΟΙ 14 Φεβρουαρίου. — Κατ᾽ ἡμιεπισήμους ἀνακοινώσεις, ὁ ἐνταῦθα Πρεσβευτὴς τῆς Τουρκίας Ριφὰτ πασᾶς ἐπέδωκε σήμερον εἰς τὸν πρωθυπουργὸν καὶ ὑπουργὸν τῶν ἐξωτερικῶν Πουανκαρὲ τὴν καὶ εἰς ὅλας τὰς ἄλλας Δυνάμεις διαβιβασθεῖσαν διαμαρτυρίαν κατὰ τοῦ βομβαρδισμοῦ τῆς Βηρυττοῦ. Ἡ διαμαρτυρία αὕτη ἐπὶ τῇ βάσει τοῦ ἄρθ. 2ου τῆς συμβάσεως τῆς Χάγης δηλοῖ ὅτι ἡ προθεσμία 20 λεπτῶν ἡ ὑπὸ τῶν Ἰταλῶν εἰς τὰ ὀθωμανικὰ πλοῖα δοθεῖσα δὲν ἦτο χρονικὸν διάστημα ἐπαρκὲς καὶ σύμφωνον πρὸς τὸ ἄρθρον τοῦτο. xyxy=(1055,123,1586,251)
article-declaration xyxy=(14,1259,264,1631)
paragraph: Αἱ γενόμεναι ἀνακρίσεις καὶ ἐρευναι ἐπὶ τοῦ φόνου τῶν ἐκ τοῦ χωρίου Μποντροὺμ δύο Μουσουλμάνων, περὶ τοῦ ὁποίου ἐγράφομεν χθές, ἔφεραν εἰς φῶς, ὅτι δράσται τοῦ ἐγκλήματος τούτου δὲν εἶναι κομιτατζῆδες ἀλλὰ τέσσαρες χωρικοί, οἱ ὁποῖοι κατεχητοῦνται δραστηρίως ὑπὸ τῆς ἀστυνομίας. xyxy=(277,1057,526,1217)
paragraph: Ἐκ δὲ τοῦ καζᾶ Γευγελῆς 7 Βλαχόφωνα ἑλληνικὰ χωρία μετατίθενται εἰς τὸν καζᾶν Καρατζόβας. xyxy=(796,746,1037,810)
paragraph: Ὁ Βερολίνειος «Ἀγγελιοφόρος» μανθάνει ἐκ Κωνσταντινουπόλεως ὅτι ἡ κυβέρνησις τὸν ἐν Δαρδανελλίοις στόλον της διέταξε νὰ εἶναι ἕτοιμος πρὸς μάχην καὶ ἅμα τῇ ἐμφανίσει ἰταλικῶν πολεμικῶν πλοίων ἄνευ χρονοτριβῆς ἡ διαπραγματεύσεων ν᾽ ἀνοίξῃ κατ᾽ αὐτῶν πῦρ. xyxy=(1055,818,1586,899)
article-porte-protests xyxy=(1055,98,1586,472)
paragraph: Πληροφορίαι παρὰ τοῖς κ. κ. Δαυὶδ Βαχὰρ Μασὲ καὶ Σας ἐμπορομεσίταις παρὰ τῇ Τραπέζῃ Θεσσαλονίκης. xyxy=(14,1845,264,1909)
source: Πεσταὴρ Λόυδ. xyxy=(1486,456,1586,472)
headline: ΠΡΟΣΤΑΣΙΑ ΤΩΝ ΔΑΡΔΑΝΕΛΛΙΩΝ xyxy=(1126,1197,1515,1224)
divider xyxy=(1085,695,1556,696)
almanac-title: ΗΜΕΡΟΛΟΓΙΟΝ xyxy=(37,37,241,63)
